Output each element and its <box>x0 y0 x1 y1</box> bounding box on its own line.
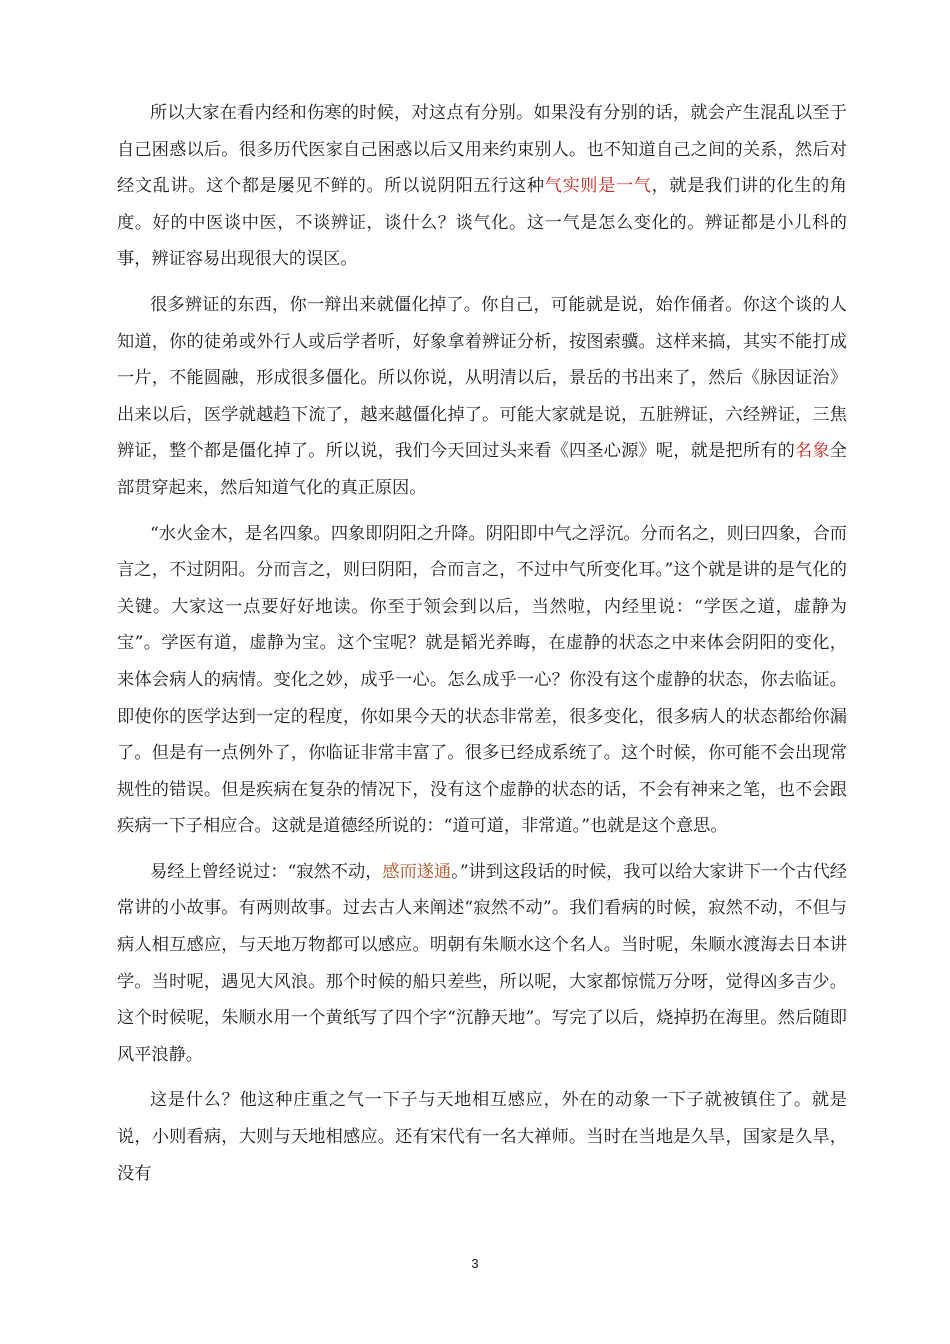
paragraph-4 <box>117 854 847 1074</box>
paragraph-1-text-1: 所以大家在看内经和伤寒的时候，对这点有分别。如果没有分别的话，就会产生混乱以至于自己困惑以后。很多历代医家自己困惑以后又用来约束别人。也不知道自己之间的关系，然后对经文乱讲。这个都是屡见不鲜的。所以说阴阳五行这种 <box>117 103 847 197</box>
highlight-ming-xiang: 名象 <box>795 441 830 462</box>
paragraph-2-text-2: 全部贯穿起来，然后知道气化的真正原因。 <box>117 441 847 498</box>
paragraph-3 <box>117 516 847 845</box>
paragraph-5-text-1: 这是什么？他这种庄重之气一下子与天地相互感应，外在的动象一下子就被镇住了。就是说，小则看病，大则与天地相感应。还有宋代有一名大禅师。当时在当地是久旱，国家是久旱，没有 <box>117 1090 847 1184</box>
highlight-gan-er-sui-tong: 感而遂通 <box>382 861 452 882</box>
paragraph-1-text-2: ，就是我们讲的化生的角度。好的中医谈中医，不谈辨证，谈什么？谈气化。这一气是怎么变化的。辨证都是小儿科的事，辨证容易出现很大的误区。 <box>117 176 847 270</box>
paragraph-2 <box>117 287 847 507</box>
page-number: 3 <box>471 1256 479 1271</box>
paragraph-4-text-1: 易经上曾经说过：“寂然不动， <box>150 861 383 882</box>
paragraph-3-text-1: “水火金木，是名四象。四象即阴阳之升降。阴阳即中气之浮沉。分而名之，则曰四象，合而言之，不过阴阳。分而言之，则曰阴阳，合而言之，不过中气所变化耳。”这个就是讲的是气化的关键。大家这一点要好好地读。你至于领会到以后，当然啦，内经里说：“学医之道，虚静为宝”。学医有道，虚静为宝。这个宝呢？就是韬光养晦，在虚静的状态之中来体会阴阳的变化，来体会病人的病情。变化之妙，成乎一心。怎么成乎一心？你没有这个虚静的状态，你去临证。即使你的医学达到一定的程度，你如果今天的状态非常差，很多变化，很多病人的状态都给你漏了。但是有一点例外了，你临证非常丰富了。很多已经成系统了。这个时候，你可能不会出现常规性的错误。但是疾病在复杂的情况下，没有这个虚静的状态的话，不会有神来之笔，也不会跟疾病一下子相应合。这就是道德经所说的：“道可道，非常道。”也就是这个意思。 <box>117 523 847 837</box>
paragraph-4-text-2: 。”讲到这段话的时候，我可以给大家讲下一个古代经常讲的小故事。有两则故事。过去古人来阐述“寂然不动”。我们看病的时候，寂然不动，不但与病人相互感应，与天地万物都可以感应。明朝有朱顺水这个名人。当时呢，朱顺水渡海去日本讲学。当时呢，遇见大风浪。那个时候的船只差些，所以呢，大家都惊慌万分呀，觉得凶多吉少。这个时候呢，朱顺水用一个黄纸写了四个字“沉静天地”。写完了以后，烧掉扔在海里。然后随即风平浪静。 <box>117 861 847 1065</box>
paragraph-1 <box>117 95 847 278</box>
paragraph-2-text-1: 很多辨证的东西，你一辩出来就僵化掉了。你自己，可能就是说，始作俑者。你这个谈的人知道，你的徒弟或外行人或后学者听，好象拿着辨证分析，按图索骥。这样来搞，其实不能打成一片，不能圆融，形成很多僵化。所以你说，从明清以后，景岳的书出来了，然后《脉因证治》出来以后，医学就越趋下流了，越来越僵化掉了。可能大家就是说，五脏辨证，六经辨证，三焦辨证，整个都是僵化掉了。所以说，我们今天回过头来看《四圣心源》呢，就是把所有的 <box>117 294 847 462</box>
document-body <box>117 95 847 1201</box>
paragraph-5 <box>117 1082 847 1192</box>
highlight-qi-shi-ze-shi-yi-qi: 气实则是一气 <box>544 176 652 197</box>
